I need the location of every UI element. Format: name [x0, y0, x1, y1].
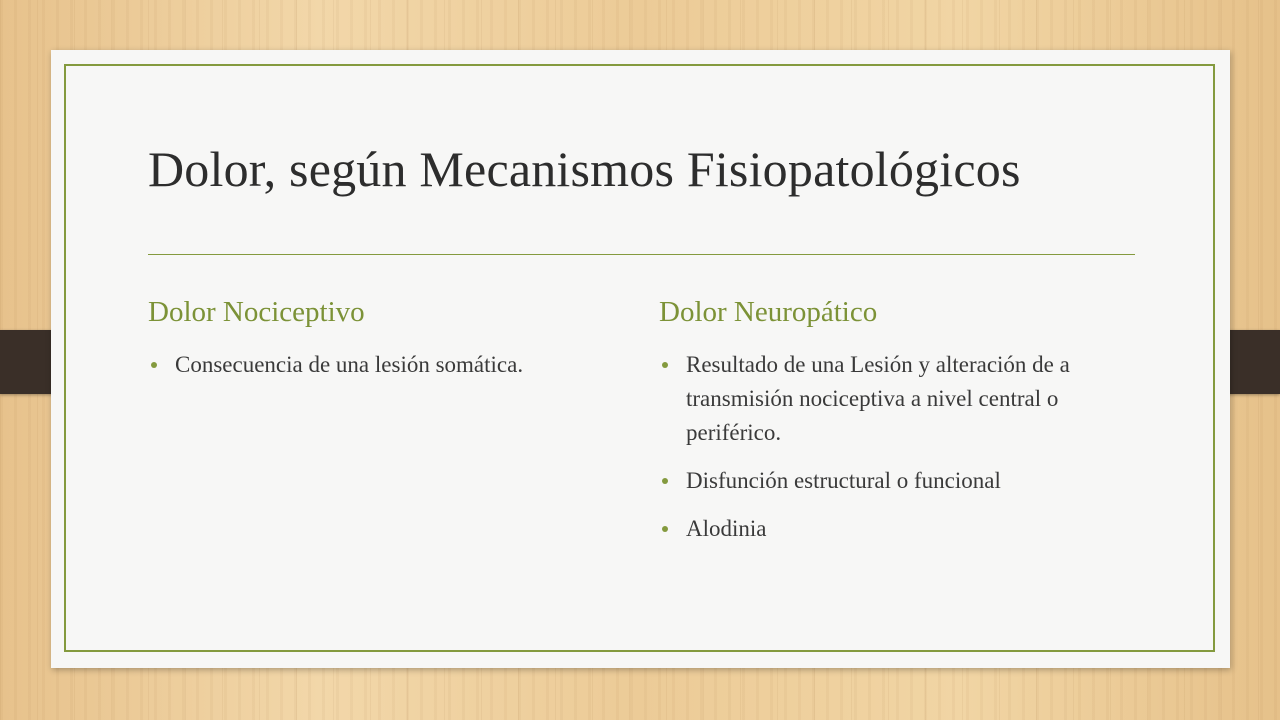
column-heading-neuropatico: Dolor Neuropático: [659, 296, 878, 328]
bullet-icon: [662, 526, 668, 532]
bullet-list-neuropatico: [659, 348, 1139, 560]
list-item: [659, 512, 1139, 546]
column-heading-nociceptivo: Dolor Nociceptivo: [148, 296, 365, 328]
bullet-icon: [662, 478, 668, 484]
list-item: [659, 348, 1139, 450]
bullet-text: Consecuencia de una lesión somática.: [175, 352, 524, 377]
bullet-icon: [151, 362, 157, 368]
bullet-icon: [662, 362, 668, 368]
bullet-text: Disfunción estructural o funcional: [686, 468, 1001, 493]
bullet-list-nociceptivo: [148, 348, 568, 396]
bullet-text: Resultado de una Lesión y alteración de a transmisión nociceptiva a nivel central o periférico.: [686, 352, 1070, 445]
list-item: [659, 464, 1139, 498]
slide-card: [51, 50, 1230, 668]
title-divider: [148, 254, 1135, 255]
slide-title: Dolor, según Mecanismos Fisiopatológicos: [148, 141, 1021, 197]
list-item: [148, 348, 568, 382]
bullet-text: Alodinia: [686, 516, 767, 541]
